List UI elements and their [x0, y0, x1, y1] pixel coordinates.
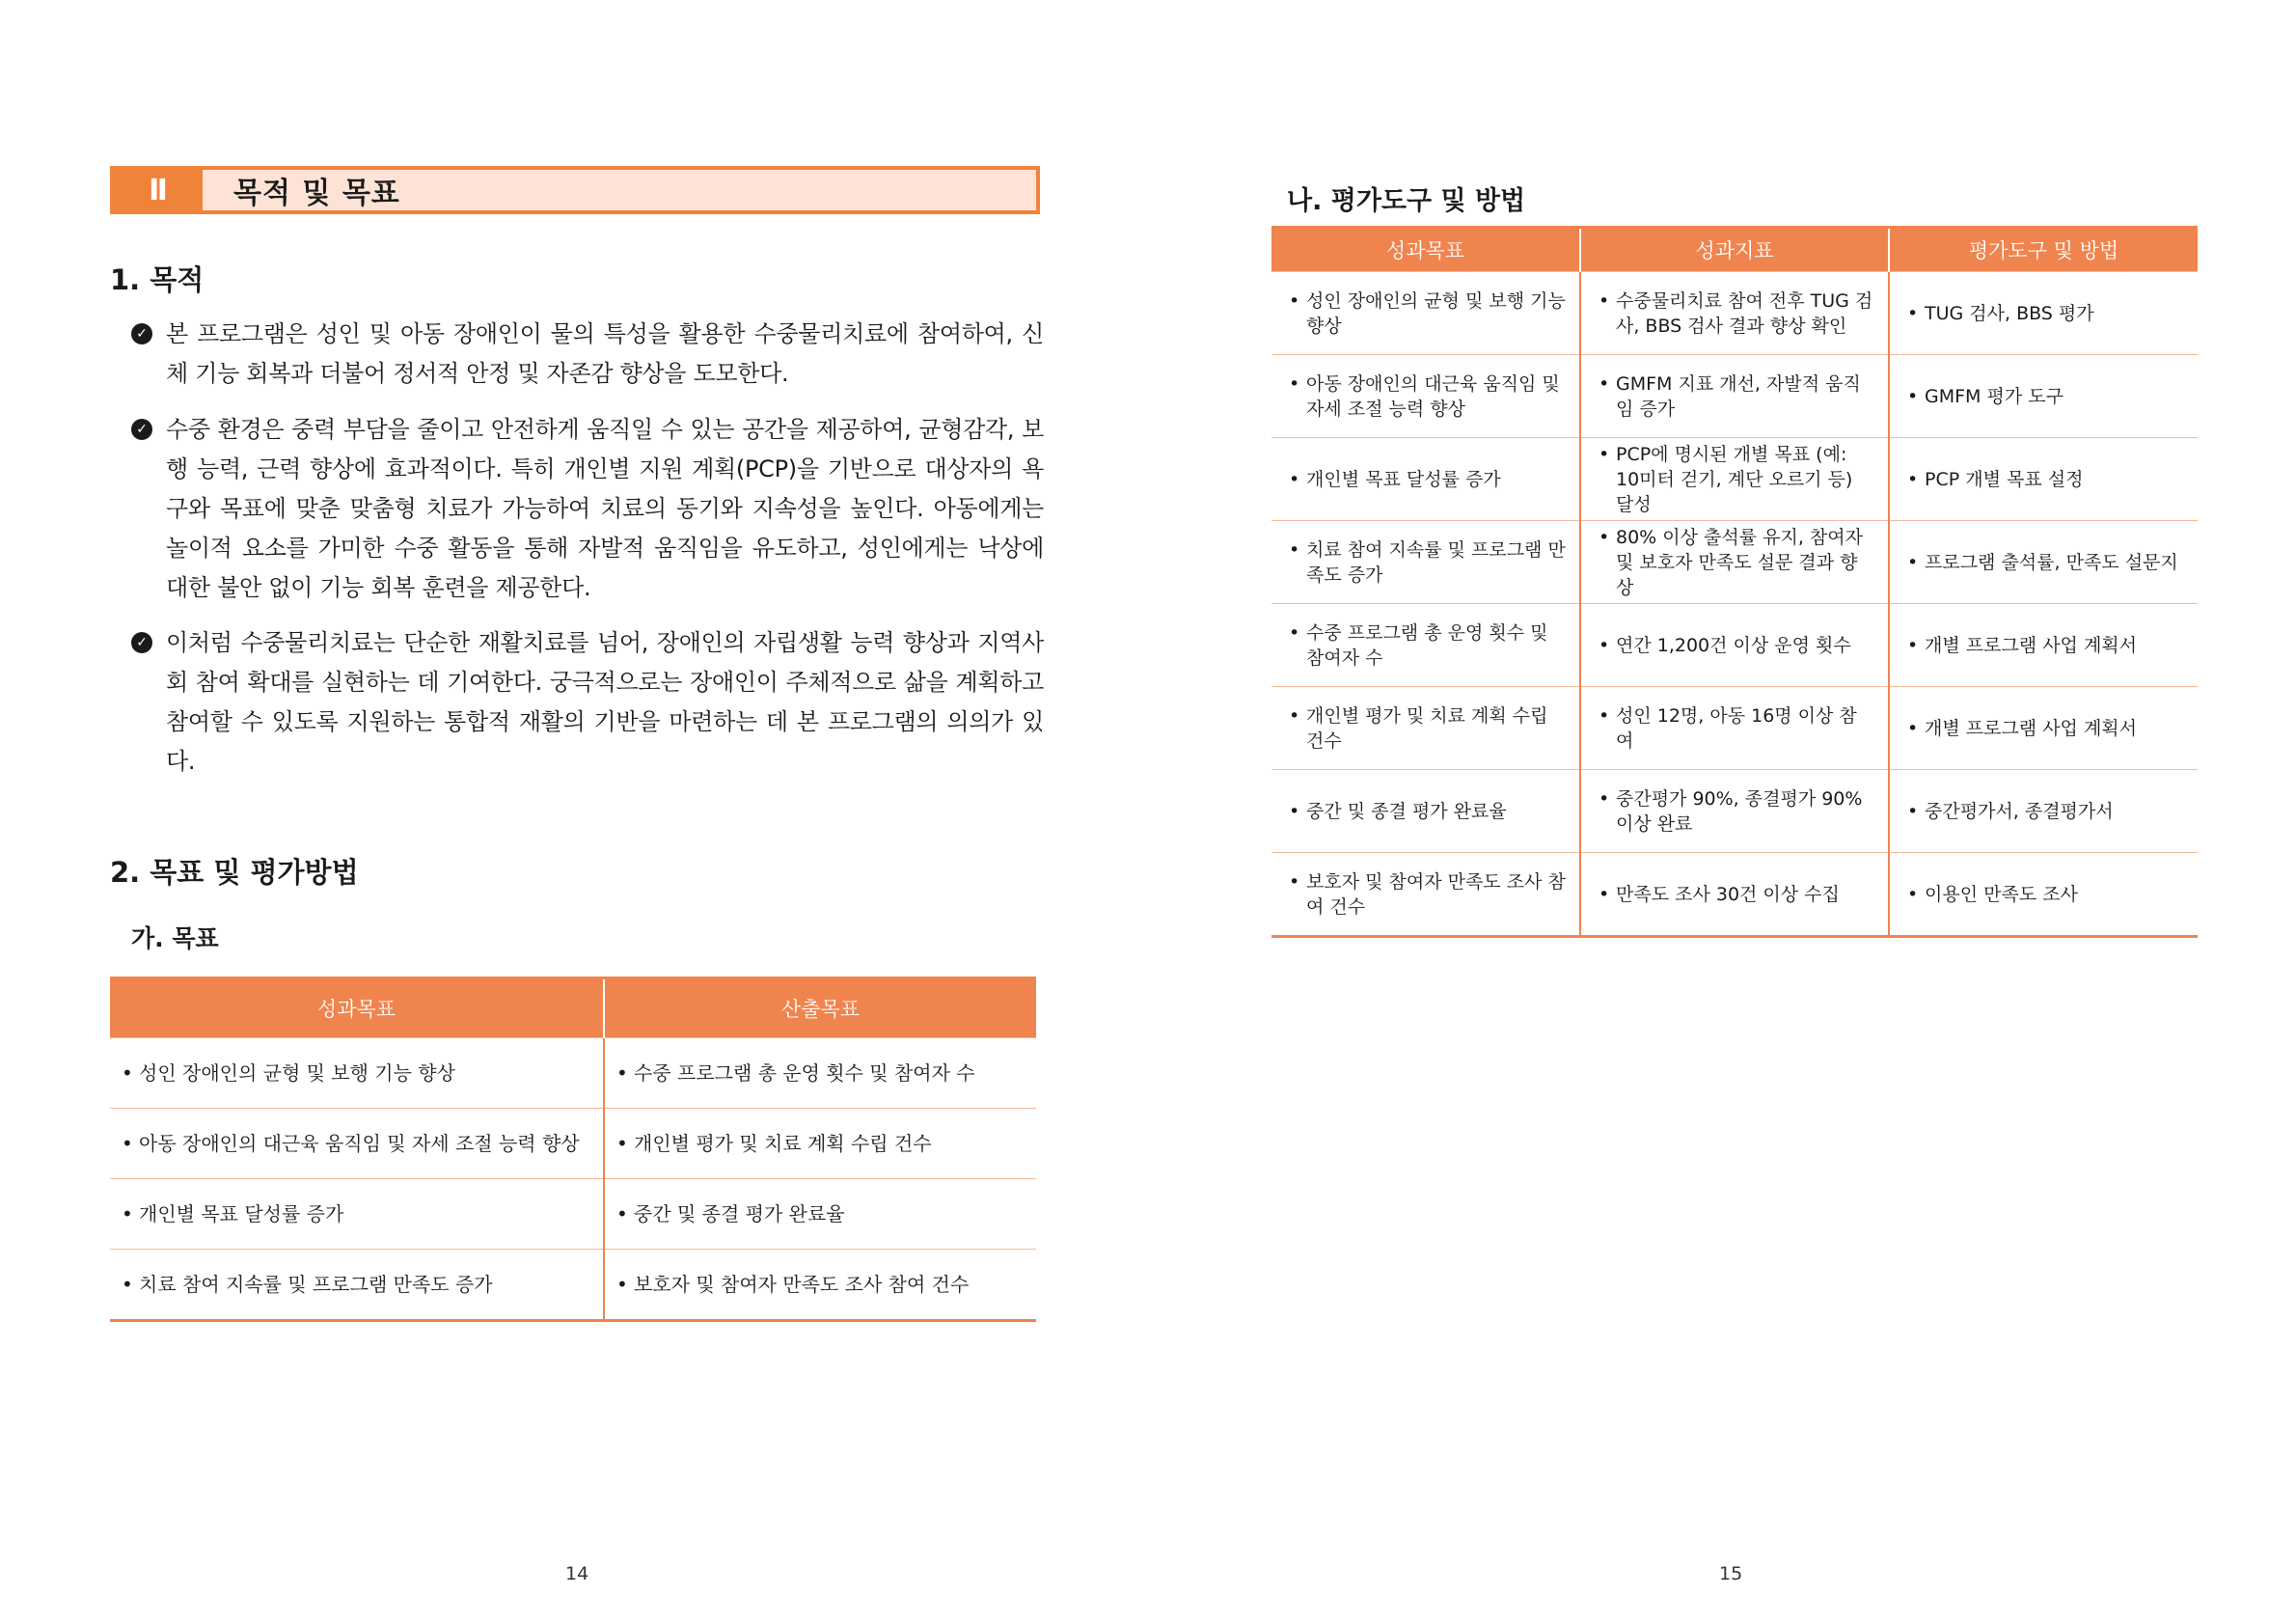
- cell-text: 중간평가 90%, 종결평가 90% 이상 완료: [1616, 787, 1863, 835]
- cell-text: 중간 및 종결 평가 완료율: [634, 1202, 845, 1225]
- section-number: Ⅱ: [114, 170, 203, 210]
- table-cell: • 개별 프로그램 사업 계획서: [1889, 687, 2198, 770]
- table-row: [1271, 438, 2198, 521]
- cell-text: 성인 장애인의 균형 및 보행 기능 향상: [1306, 289, 1566, 337]
- table-cell: • 만족도 조사 30건 이상 수집: [1580, 853, 1889, 937]
- cell-text: 성인 12명, 아동 16명 이상 참여: [1616, 704, 1857, 752]
- purpose-paragraph-1: [131, 315, 1044, 394]
- table-cell: • 치료 참여 지속률 및 프로그램 만족도 증가: [110, 1250, 604, 1321]
- table-cell: • 아동 장애인의 대근육 움직임 및 자세 조절 능력 향상: [1271, 355, 1580, 438]
- cell-text: 보호자 및 참여자 만족도 조사 참여 건수: [634, 1273, 970, 1296]
- column-header: 성과목표: [110, 978, 604, 1038]
- table-cell: • 수중물리치료 참여 전후 TUG 검사, BBS 검사 결과 향상 확인: [1580, 272, 1889, 355]
- cell-text: PCP 개별 목표 설정: [1925, 468, 2084, 490]
- cell-text: 개별 프로그램 사업 계획서: [1925, 634, 2138, 656]
- goals-subheading: 가. 목표: [131, 924, 219, 952]
- table-cell: • 개인별 목표 달성률 증가: [110, 1179, 604, 1250]
- cell-text: 개인별 평가 및 치료 계획 수립 건수: [634, 1132, 932, 1155]
- cell-text: 개별 프로그램 사업 계획서: [1925, 717, 2138, 739]
- table-cell: • 치료 참여 지속률 및 프로그램 만족도 증가: [1271, 521, 1580, 604]
- table-cell: • 중간 및 종결 평가 완료율: [604, 1179, 1036, 1250]
- cell-text: GMFM 평가 도구: [1925, 385, 2064, 407]
- table-cell: • 보호자 및 참여자 만족도 조사 참여 건수: [1271, 853, 1580, 937]
- cell-text: 프로그램 출석률, 만족도 설문지: [1925, 551, 2178, 573]
- check-circle-icon: ✓: [131, 323, 152, 344]
- page-number: 15: [1719, 1563, 1743, 1584]
- purpose-paragraph-text: 수중 환경은 중력 부담을 줄이고 안전하게 움직일 수 있는 공간을 제공하여, 균형감각, 보행 능력, 근력 향상에 효과적이다. 특히 개인별 지원 계획(PCP)을 기반으로 대상자의 욕구와 목표에 맞춘 맞춤형 치료가 가능하여 치료의 동기와 지속성을 높인다. 아동에게는 놀이적 요소를 가미한 수중 활동을 통해 자발적 움직임을 유도하고, 성인에게는 낙상에 대한 불안 없이 기능 회복 훈련을 제공한다.: [166, 416, 1044, 601]
- cell-text: 연간 1,200건 이상 운영 횟수: [1616, 634, 1851, 656]
- cell-text: 중간평가서, 종결평가서: [1925, 800, 2114, 822]
- cell-text: 만족도 조사 30건 이상 수집: [1616, 883, 1840, 905]
- goal-table: [110, 977, 1036, 1322]
- section-title: 목적 및 목표: [233, 177, 400, 210]
- goals-heading: 2. 목표 및 평가방법: [110, 856, 359, 889]
- cell-text: 수중 프로그램 총 운영 횟수 및 참여자 수: [1306, 621, 1548, 669]
- purpose-heading: 1. 목적: [110, 263, 205, 296]
- table-cell: • 중간평가서, 종결평가서: [1889, 770, 2198, 853]
- purpose-paragraph-2: [131, 410, 1044, 608]
- table-row: [110, 1038, 1036, 1109]
- purpose-paragraph-text: 이처럼 수중물리치료는 단순한 재활치료를 넘어, 장애인의 자립생활 능력 향상과 지역사회 참여 확대를 실현하는 데 기여한다. 궁극적으로는 장애인이 주체적으로 삶을 계획하고 참여할 수 있도록 지원하는 통합적 재활의 기반을 마련하는 데 본 프로그램의 의의가 있다.: [166, 629, 1044, 775]
- table-cell: • 중간평가 90%, 종결평가 90% 이상 완료: [1580, 770, 1889, 853]
- table-cell: • 개인별 평가 및 치료 계획 수립 건수: [1271, 687, 1580, 770]
- table-row: [110, 1109, 1036, 1179]
- cell-text: 개인별 목표 달성률 증가: [139, 1202, 344, 1225]
- table-cell: • 개인별 평가 및 치료 계획 수립 건수: [604, 1109, 1036, 1179]
- table-cell: • 수중 프로그램 총 운영 횟수 및 참여자 수: [604, 1038, 1036, 1109]
- table-cell: • 성인 장애인의 균형 및 보행 기능 향상: [110, 1038, 604, 1109]
- table-row: [1271, 770, 2198, 853]
- table-cell: • 성인 장애인의 균형 및 보행 기능 향상: [1271, 272, 1580, 355]
- cell-text: 치료 참여 지속률 및 프로그램 만족도 증가: [139, 1273, 493, 1296]
- table-row: [1271, 521, 2198, 604]
- table-cell: • GMFM 평가 도구: [1889, 355, 2198, 438]
- table-cell: • 중간 및 종결 평가 완료율: [1271, 770, 1580, 853]
- cell-text: 수중물리치료 참여 전후 TUG 검사, BBS 검사 결과 향상 확인: [1616, 289, 1873, 337]
- table-cell: • 80% 이상 출석률 유지, 참여자 및 보호자 만족도 설문 결과 향상: [1580, 521, 1889, 604]
- cell-text: TUG 검사, BBS 평가: [1925, 302, 2094, 324]
- cell-text: 아동 장애인의 대근육 움직임 및 자세 조절 능력 향상: [139, 1132, 580, 1155]
- column-header: 성과목표: [1271, 228, 1580, 272]
- cell-text: 개인별 평가 및 치료 계획 수립 건수: [1306, 704, 1548, 752]
- cell-text: 80% 이상 출석률 유지, 참여자 및 보호자 만족도 설문 결과 향상: [1616, 526, 1863, 598]
- table-header-row: [1271, 228, 2198, 272]
- column-header: 평가도구 및 방법: [1889, 228, 2198, 272]
- eval-heading: 나. 평가도구 및 방법: [1287, 186, 1526, 216]
- table-row: [1271, 853, 2198, 937]
- table-header-row: [110, 978, 1036, 1038]
- cell-text: GMFM 지표 개선, 자발적 움직임 증가: [1616, 372, 1861, 420]
- cell-text: PCP에 명시된 개별 목표 (예: 10미터 걷기, 계단 오르기 등) 달성: [1616, 443, 1853, 515]
- table-cell: • 이용인 만족도 조사: [1889, 853, 2198, 937]
- purpose-paragraph-3: [131, 623, 1044, 782]
- column-header: 산출목표: [604, 978, 1036, 1038]
- table-cell: • TUG 검사, BBS 평가: [1889, 272, 2198, 355]
- table-cell: • GMFM 지표 개선, 자발적 움직임 증가: [1580, 355, 1889, 438]
- table-row: [1271, 604, 2198, 687]
- check-circle-icon: ✓: [131, 632, 152, 653]
- table-cell: • 프로그램 출석률, 만족도 설문지: [1889, 521, 2198, 604]
- table-cell: • 수중 프로그램 총 운영 횟수 및 참여자 수: [1271, 604, 1580, 687]
- table-cell: • PCP에 명시된 개별 목표 (예: 10미터 걷기, 계단 오르기 등) 달성: [1580, 438, 1889, 521]
- table-cell: • 개인별 목표 달성률 증가: [1271, 438, 1580, 521]
- column-header: 성과지표: [1580, 228, 1889, 272]
- table-cell: • 성인 12명, 아동 16명 이상 참여: [1580, 687, 1889, 770]
- cell-text: 아동 장애인의 대근육 움직임 및 자세 조절 능력 향상: [1306, 372, 1560, 420]
- table-row: [110, 1250, 1036, 1321]
- table-row: [1271, 355, 2198, 438]
- purpose-paragraph-text: 본 프로그램은 성인 및 아동 장애인이 물의 특성을 활용한 수중물리치료에 참여하여, 신체 기능 회복과 더불어 정서적 안정 및 자존감 향상을 도모한다.: [166, 320, 1044, 387]
- cell-text: 치료 참여 지속률 및 프로그램 만족도 증가: [1306, 538, 1566, 586]
- section-header: [110, 166, 1040, 214]
- cell-text: 성인 장애인의 균형 및 보행 기능 향상: [139, 1061, 455, 1085]
- table-cell: • 아동 장애인의 대근육 움직임 및 자세 조절 능력 향상: [110, 1109, 604, 1179]
- table-cell: • 보호자 및 참여자 만족도 조사 참여 건수: [604, 1250, 1036, 1321]
- cell-text: 개인별 목표 달성률 증가: [1306, 468, 1501, 490]
- cell-text: 중간 및 종결 평가 완료율: [1306, 800, 1507, 822]
- eval-table: [1271, 226, 2198, 938]
- table-cell: • PCP 개별 목표 설정: [1889, 438, 2198, 521]
- table-cell: • 연간 1,200건 이상 운영 횟수: [1580, 604, 1889, 687]
- table-row: [110, 1179, 1036, 1250]
- cell-text: 수중 프로그램 총 운영 횟수 및 참여자 수: [634, 1061, 975, 1085]
- table-row: [1271, 687, 2198, 770]
- table-row: [1271, 272, 2198, 355]
- cell-text: 이용인 만족도 조사: [1925, 883, 2078, 905]
- check-circle-icon: ✓: [131, 419, 152, 440]
- page-number: 14: [565, 1563, 589, 1584]
- table-cell: • 개별 프로그램 사업 계획서: [1889, 604, 2198, 687]
- cell-text: 보호자 및 참여자 만족도 조사 참여 건수: [1306, 870, 1566, 918]
